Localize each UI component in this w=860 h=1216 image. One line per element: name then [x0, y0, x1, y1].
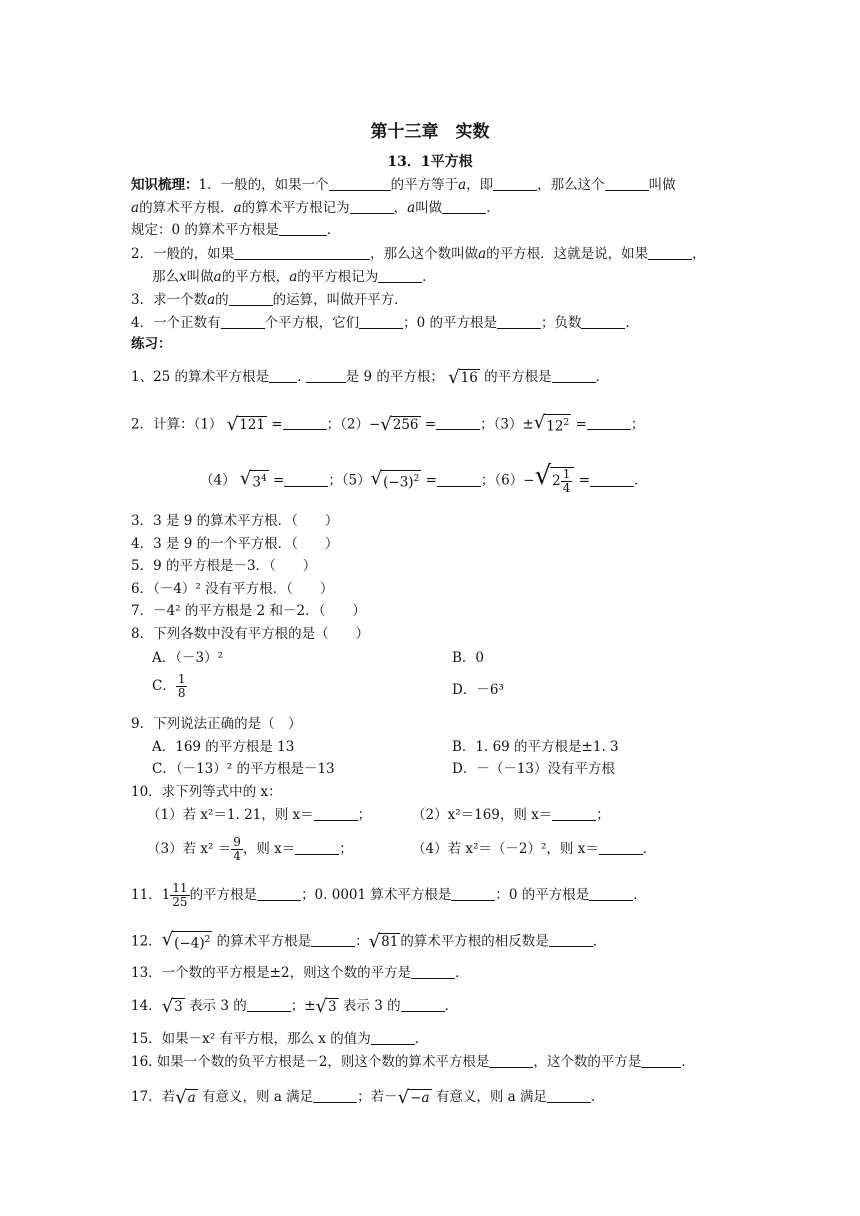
answer-blank[interactable] — [581, 315, 625, 329]
question-17 — [131, 1088, 604, 1107]
text: 2．计算：（1） — [131, 416, 223, 433]
text: ；（3） — [480, 416, 523, 433]
answer-blank[interactable] — [234, 246, 370, 260]
radicand: (−3) — [383, 474, 414, 491]
text: = — [424, 416, 437, 433]
text: ． — [455, 965, 469, 981]
text: 11．1 — [131, 887, 171, 903]
var: a — [207, 292, 216, 308]
exponent: 4 — [260, 474, 267, 485]
answer-blank[interactable] — [378, 269, 422, 283]
numerator: 11 — [172, 881, 188, 895]
answer-blank[interactable] — [442, 200, 486, 214]
text: （4）若 x²＝（－2）²，则 x＝ — [412, 841, 599, 857]
question-8: 8．下列各数中没有平方根的是（ ） — [131, 626, 370, 642]
answer-blank[interactable] — [221, 315, 265, 329]
var: a — [131, 200, 140, 216]
sqrt-expression: $√(-3)^2$ — [370, 468, 420, 491]
whole-part: 2 — [552, 473, 561, 489]
text: ，即 — [466, 177, 494, 193]
var: a — [213, 269, 222, 285]
answer-blank[interactable] — [552, 807, 596, 821]
question-11 — [131, 882, 647, 909]
text: 1、25 的算术平方根是 — [131, 369, 270, 385]
knowledge-line-3 — [131, 245, 706, 263]
var: a — [233, 200, 242, 216]
text: 的算术平方根的相反数是 — [400, 933, 549, 950]
text: ． — [633, 887, 647, 903]
answer-blank[interactable] — [489, 1054, 533, 1068]
text: 那么 — [152, 269, 179, 285]
option-9d[interactable]: D．－（－13）没有平方根 — [452, 761, 616, 777]
answer-blank[interactable] — [257, 887, 301, 901]
text: 的算术平方根是 — [216, 933, 312, 950]
text: 4．一个正数有 — [131, 315, 221, 331]
var: a — [478, 246, 487, 262]
rule-line — [131, 221, 340, 239]
text: ； — [339, 841, 353, 857]
answer-blank[interactable] — [313, 1089, 357, 1103]
answer-blank[interactable] — [587, 416, 631, 430]
sqrt-expression: √a — [175, 1086, 196, 1108]
text: ，这个数的平方是 — [533, 1054, 642, 1070]
question-12 — [131, 931, 606, 953]
text: 的平方根是 — [189, 887, 258, 903]
exponent: 2 — [204, 935, 211, 945]
section-title: 13．1平方根 — [387, 154, 473, 170]
text: 叫做 — [648, 177, 676, 193]
text: （1）若 x²＝1. 21，则 x＝ — [147, 807, 314, 823]
question-2-row-1 — [131, 414, 644, 436]
text: ． — [642, 841, 657, 857]
answer-blank[interactable] — [247, 998, 291, 1012]
text: （2）x²＝169，则 x＝ — [412, 807, 553, 823]
text: 表示 3 的 — [189, 998, 247, 1014]
text: ，那么这个 — [537, 177, 605, 193]
text: ． — [444, 998, 459, 1014]
option-8c[interactable] — [152, 673, 187, 700]
text: 的平方根记为 — [297, 269, 379, 285]
question-5: 5．9 的平方根是－3．（ ） — [131, 558, 317, 574]
text: = — [273, 472, 285, 489]
answer-blank[interactable] — [648, 246, 692, 260]
var: a — [458, 177, 467, 193]
answer-blank[interactable] — [549, 933, 593, 947]
text: ． — [595, 369, 610, 385]
text: ；（2） — [326, 416, 369, 433]
sqrt-expression: $√3^4$ — [239, 468, 267, 491]
radicand: (−4) — [174, 935, 205, 952]
text: ； — [357, 807, 372, 823]
text: 的运算，叫做开平方． — [272, 292, 408, 308]
answer-blank[interactable] — [371, 1031, 415, 1045]
text: 12． — [131, 933, 162, 950]
question-10-2 — [412, 806, 610, 824]
text: ，则 x＝ — [242, 841, 296, 857]
denominator: 25 — [172, 895, 188, 909]
option-8d[interactable]: D．－6³ — [452, 682, 504, 698]
text: 15．如果－x² 有平方根，那么 x 的值为 — [131, 1031, 371, 1047]
text: 表示 3 的 — [342, 998, 401, 1014]
answer-blank[interactable] — [279, 222, 327, 236]
sqrt-expression: √3 — [315, 995, 337, 1017]
text: ：0 的平方根是 — [495, 887, 590, 903]
answer-blank[interactable] — [306, 369, 346, 383]
answer-blank[interactable] — [311, 933, 355, 947]
sqrt-expression: √256 — [380, 413, 419, 435]
question-2-row-2 — [200, 461, 648, 495]
sqrt-expression: $√12^2$ — [533, 412, 570, 435]
question-4: 4．3 是 9 的一个平方根．（ ） — [131, 536, 339, 552]
radicand: −a — [410, 1089, 430, 1106]
sqrt-expression: √−a — [397, 1086, 430, 1108]
text: ；± — [290, 998, 316, 1014]
text: ． — [422, 269, 436, 285]
answer-blank[interactable] — [401, 998, 445, 1012]
text: − — [368, 416, 381, 433]
answer-blank[interactable] — [284, 473, 328, 487]
option-8b[interactable]: B．0 — [452, 650, 485, 666]
text: ． — [592, 933, 607, 950]
text: 的平方根是 — [484, 369, 552, 385]
sqrt-expression: √3 — [161, 995, 183, 1017]
sqrt-expression: $√(-4)^2$ — [161, 929, 211, 952]
text: 叫做 — [186, 269, 214, 285]
question-15 — [131, 1030, 428, 1048]
knowledge-label: 知识梳理： — [131, 177, 199, 193]
text: − — [523, 472, 535, 489]
text: 1．一般的，如果一个 — [198, 177, 329, 193]
option-9b[interactable]: B．1. 69 的平方根是±1. 3 — [452, 739, 619, 755]
text: ；若－ — [357, 1089, 398, 1105]
answer-blank[interactable] — [329, 177, 391, 191]
text: 14． — [131, 998, 162, 1014]
radicand: a — [187, 1089, 196, 1106]
text: 17．若 — [131, 1089, 176, 1105]
sqrt-expression: √121 — [226, 413, 265, 435]
sqrt-expression: √16 — [448, 366, 478, 388]
var: a — [407, 200, 416, 216]
question-10: 10．求下列等式中的 x： — [131, 784, 282, 800]
answer-blank[interactable] — [436, 416, 480, 430]
numerator: 1 — [177, 672, 186, 686]
answer-blank[interactable] — [269, 369, 297, 383]
var: a — [289, 269, 298, 285]
text: = — [425, 472, 437, 489]
text: ； — [630, 416, 645, 433]
exponent: 2 — [563, 418, 570, 428]
text: 的平方根．这就是说，如果 — [486, 246, 649, 262]
numerator: 9 — [233, 835, 241, 849]
text: ；（5） — [328, 472, 371, 489]
denominator: 4 — [562, 481, 571, 495]
question-9: 9．下列说法正确的是（ ） — [131, 716, 302, 732]
text: 16. 如果一个数的负平方根是－2，则这个数的算术平方根是 — [131, 1054, 490, 1070]
radicand: 3 — [328, 998, 337, 1015]
answer-blank[interactable] — [641, 1054, 681, 1068]
sqrt-expression: √2 $\frac{1}{4}$ — [535, 467, 575, 495]
answer-blank[interactable] — [589, 887, 633, 901]
text: ， — [393, 200, 408, 216]
answer-blank[interactable] — [493, 177, 537, 191]
text: ， — [692, 246, 706, 262]
exponent: 2 — [413, 474, 420, 485]
text: （3）若 x² ＝ — [147, 841, 232, 857]
question-3: 3．3 是 9 的算术平方根．（ ） — [131, 513, 339, 529]
text: ． — [634, 472, 648, 489]
answer-blank[interactable] — [599, 841, 643, 855]
option-9c[interactable]: C．（－13）² 的平方根是－13 — [152, 761, 335, 777]
text: （4） — [200, 472, 236, 489]
text: = — [575, 416, 587, 433]
text: 有意义，则 a 满足 — [202, 1089, 314, 1105]
question-10-4 — [412, 840, 656, 858]
knowledge-line-2 — [131, 199, 500, 217]
answer-blank[interactable] — [590, 473, 634, 487]
radicand: 12 — [546, 418, 564, 435]
answer-blank[interactable] — [451, 887, 495, 901]
question-10-1 — [147, 806, 371, 824]
question-10-3 — [147, 836, 353, 863]
text: 13．一个数的平方根是±2，则这个数的平方是 — [131, 965, 412, 981]
answer-blank[interactable] — [552, 369, 596, 383]
answer-blank[interactable] — [283, 416, 327, 430]
text: 个平方根，它们 — [264, 315, 360, 331]
page-title: 第十三章 实数 — [370, 122, 490, 142]
answer-blank[interactable] — [295, 841, 339, 855]
question-14 — [131, 997, 458, 1016]
text: 的 — [215, 292, 229, 308]
option-9a[interactable]: A．169 的平方根是 13 — [152, 739, 295, 755]
text: ． — [486, 200, 500, 216]
radicand: 3 — [174, 998, 183, 1015]
denominator: 4 — [233, 849, 241, 863]
text: 规定：0 的算术平方根是 — [131, 222, 279, 238]
answer-blank[interactable] — [547, 1089, 591, 1103]
radicand: 256 — [392, 416, 419, 433]
text: 的平方根， — [221, 269, 290, 285]
question-16 — [131, 1053, 695, 1071]
text: 3．求一个数 — [131, 292, 208, 308]
text: ． — [326, 222, 341, 238]
answer-blank[interactable] — [350, 200, 394, 214]
text: ，那么这个数叫做 — [370, 246, 479, 262]
answer-blank[interactable] — [314, 807, 358, 821]
answer-blank[interactable] — [497, 315, 541, 329]
text: 的平方等于 — [390, 177, 459, 193]
text: ； — [596, 807, 610, 823]
question-13 — [131, 964, 469, 982]
radicand: 16 — [460, 369, 478, 386]
answer-blank[interactable] — [605, 177, 649, 191]
knowledge-line-6 — [131, 314, 639, 332]
question-6: 6．（－4）² 没有平方根．（ ） — [131, 581, 334, 597]
text: 是 9 的平方根； — [345, 369, 444, 385]
practice-label: 练习： — [131, 336, 172, 352]
knowledge-line-5 — [131, 291, 408, 309]
text: ． — [414, 1031, 429, 1047]
radicand: 81 — [381, 933, 399, 950]
answer-blank[interactable] — [359, 315, 403, 329]
text: ． — [625, 315, 639, 331]
option-8a[interactable]: A．（－3）² — [152, 650, 224, 666]
text: ． — [590, 1089, 605, 1105]
text: C． — [152, 678, 176, 694]
text: 叫做 — [415, 200, 443, 216]
text: 的算术平方根记为 — [241, 200, 350, 216]
radicand: 121 — [239, 416, 265, 433]
text: ；（6） — [480, 472, 524, 489]
text: ± — [522, 416, 534, 433]
knowledge-line-1 — [131, 176, 676, 194]
radicand: 3 — [252, 474, 261, 491]
text: = — [578, 472, 590, 489]
var: x — [179, 269, 187, 285]
sqrt-expression: √81 — [368, 930, 399, 952]
text: 的算术平方根． — [139, 200, 234, 216]
text: 2．一般的，如果 — [131, 246, 235, 262]
answer-blank[interactable] — [411, 965, 455, 979]
question-7: 7．－4² 的平方根是 2 和－2．（ ） — [131, 603, 366, 619]
numerator: 1 — [562, 467, 571, 481]
text: ；0 的平方根是 — [403, 315, 497, 331]
answer-blank[interactable] — [229, 292, 273, 306]
text: ；负数 — [540, 315, 582, 331]
text: 有意义，则 a 满足 — [435, 1089, 547, 1105]
text: ；0. 0001 算术平方根是 — [301, 887, 452, 903]
text: ． — [681, 1054, 695, 1070]
answer-blank[interactable] — [437, 473, 481, 487]
question-1: 1、25 的算术平方根是 . 是 9 的平方根； √16 的平方根是 ． — [131, 366, 610, 388]
knowledge-line-4 — [152, 268, 436, 286]
text: = — [271, 416, 283, 433]
denominator: 8 — [177, 686, 186, 700]
text: ： — [355, 933, 369, 950]
